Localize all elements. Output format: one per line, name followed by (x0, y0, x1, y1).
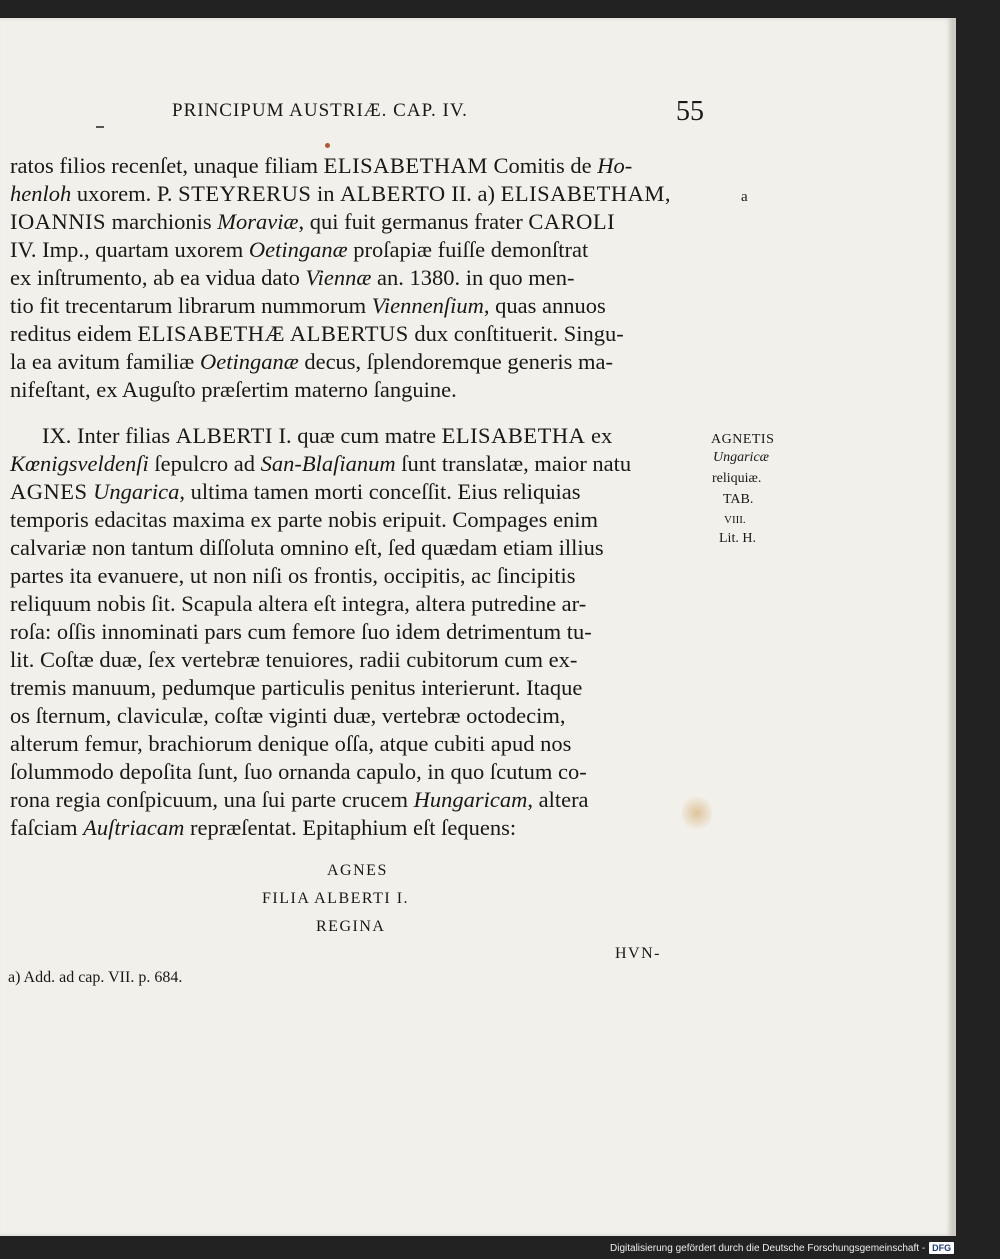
text-line: rona regia conſpicuum, una ſui parte crucem Hungaricam, altera (10, 787, 589, 812)
margin-note-marker: a (741, 189, 748, 205)
text-line: Kœnigsveldenſi ſepulcro ad San-Blaſianum ſunt translatæ, maior natu (10, 451, 632, 476)
text-line: reliquum nobis ſit. Scapula altera eſt integra, altera putredine ar- (10, 591, 587, 616)
dfg-logo-icon: DFG (929, 1242, 954, 1254)
epitaph-line: REGINA (316, 918, 386, 935)
ink-dot (325, 143, 330, 148)
text-line: tremis manuum, pedumque particulis penitus interierunt. Itaque (10, 675, 583, 700)
text-line: os ſternum, claviculæ, coſtæ viginti duæ, vertebræ octodecim, (10, 703, 566, 728)
text-line: la ea avitum familiæ Oetinganæ decus, ſplendoremque generis ma- (10, 349, 613, 374)
ink-mark (96, 126, 104, 128)
text-line: IOANNIS marchionis Moraviæ, qui fuit germanus frater CAROLI (10, 209, 616, 234)
text-line: ex inſtrumento, ab ea vidua dato Viennæ an. 1380. in quo men- (10, 265, 575, 290)
margin-note: TAB. (723, 492, 754, 507)
text-line: alterum femur, brachiorum denique oſſa, atque cubiti apud nos (10, 731, 572, 756)
text-line: reditus eidem ELISABETHÆ ALBERTUS dux conſtituerit. Singu- (10, 321, 624, 346)
text-line: henloh uxorem. P. STEYRERUS in ALBERTO II. a) ELISABETHAM, (10, 181, 672, 206)
page-number: 55 (676, 96, 704, 127)
text-line: IV. Imp., quartam uxorem Oetinganæ proſapiæ fuiſſe demonſtrat (10, 237, 589, 262)
text-line: temporis edacitas maxima ex parte nobis eripuit. Compages enim (10, 507, 598, 532)
digitization-credit (610, 1240, 954, 1256)
footnote: a) Add. ad cap. VII. p. 684. (8, 969, 183, 986)
text-line: ſolummodo depoſita ſunt, ſuo ornanda capulo, in quo ſcutum co- (10, 759, 587, 784)
text-line: AGNES Ungarica, ultima tamen morti conceſſit. Eius reliquias (10, 479, 581, 504)
epitaph-line: FILIA ALBERTI I. (262, 890, 410, 907)
text-line: lit. Coſtæ duæ, ſex vertebræ tenuiores, radii cubitorum cum ex- (10, 647, 578, 672)
text-line: tio fit trecentarum librarum nummorum Viennenſium, quas annuos (10, 293, 606, 318)
running-title: PRINCIPUM AUSTRIÆ. CAP. IV. (172, 100, 468, 121)
paper-stain (682, 793, 712, 833)
margin-note: Lit. H. (719, 531, 756, 546)
margin-note: Ungaricæ (713, 450, 769, 465)
margin-note: reliquiæ. (712, 471, 762, 486)
margin-note: VIII. (724, 514, 746, 526)
page-edge (952, 18, 956, 1236)
text-line: roſa: oſſis innominati pars cum femore ſuo idem detrimentum tu- (10, 619, 592, 644)
text-line: nifeſtant, ex Auguſto præſertim materno ſanguine. (10, 377, 457, 402)
epitaph-line: AGNES (327, 862, 388, 879)
credit-text: Digitalisierung gefördert durch die Deutsche Forschungsgemeinschaft - (610, 1242, 926, 1254)
text-line: calvariæ non tantum diſſoluta omnino eſt, ſed quædam etiam illius (10, 535, 604, 560)
text-line: partes ita evanuere, ut non niſi os frontis, occipitis, ac ſincipitis (10, 563, 576, 588)
catchword: HVN- (615, 945, 661, 962)
text-line: IX. Inter filias ALBERTI I. quæ cum matre ELISABETHA ex (42, 423, 613, 448)
margin-note: AGNETIS (711, 432, 775, 447)
text-line: ratos filios recenſet, unaque filiam ELISABETHAM Comitis de Ho- (10, 153, 633, 178)
text-line: faſciam Auſtriacam repræſentat. Epitaphium eſt ſequens: (10, 815, 517, 840)
